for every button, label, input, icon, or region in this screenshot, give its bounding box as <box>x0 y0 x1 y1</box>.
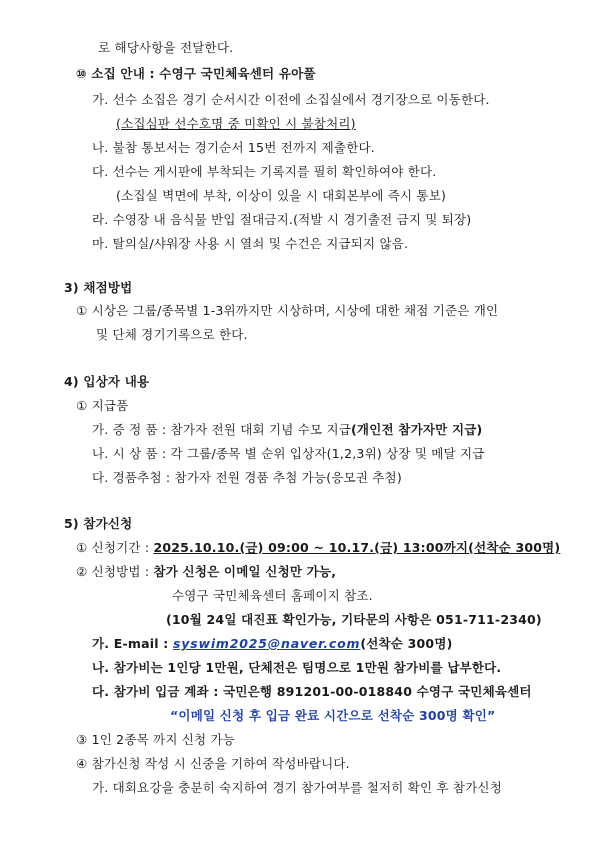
gathering-item-na: 나. 불참 통보서는 경기순서 15번 전까지 제출한다. <box>92 140 375 155</box>
winners-award-row: 나. 시 상 품 : 각 그룹/종목 별 순위 입상자(1,2,3위) 상장 및 메달 지급 <box>92 446 485 461</box>
winners-raffle-row: 다. 경품추첨 : 참가자 전원 경품 추첨 가능(응모권 추첨) <box>92 470 402 485</box>
gathering-item-da: 다. 선수는 게시판에 부착되는 기록지를 필히 확인하여야 한다. <box>92 164 437 179</box>
apply-method-row <box>76 564 336 580</box>
apply-item-4: ④ 참가신청 작성 시 신중을 기하여 작성바랍니다. <box>76 756 350 771</box>
gathering-note: (소집심판 선수호명 중 미확인 시 불참처리) <box>116 116 356 131</box>
scoring-item-1-cont: 및 단체 경기기록으로 한다. <box>96 327 248 342</box>
section-winners-heading: 4) 입상자 내용 <box>64 374 150 389</box>
apply-account-row: 다. 참가비 입금 계좌 : 국민은행 891201-00-018840 수영구 국민체육센터 <box>92 684 532 699</box>
continuation-line: 로 해당사항을 전달한다. <box>98 40 234 55</box>
apply-method-label: ② 신청방법 : <box>76 564 154 579</box>
gathering-item-da-note: (소집실 벽면에 부착, 이상이 있을 시 대회본부에 즉시 통보) <box>116 188 447 203</box>
apply-item-3: ③ 1인 2종목 까지 신청 가능 <box>76 732 236 747</box>
apply-email-note: (선착순 300명) <box>360 636 453 651</box>
section-apply-heading: 5) 참가신청 <box>64 516 133 531</box>
apply-item-4-ga: 가. 대회요강을 충분히 숙지하여 경기 참가여부를 철저히 확인 후 참가신청 <box>92 780 502 795</box>
apply-fee-row: 나. 참가비는 1인당 1만원, 단체전은 팀명으로 1만원 참가비를 납부한다. <box>92 660 502 675</box>
apply-email-link[interactable]: syswim2025@naver.com <box>173 636 361 651</box>
winners-gift-note: (개인전 참가자만 지급) <box>351 422 483 437</box>
apply-method-contact: (10월 24일 대진표 확인가능, 기타문의 사항은 051-711-2340) <box>166 612 542 627</box>
section-scoring-heading: 3) 채점방법 <box>64 280 133 295</box>
apply-method-value: 참가 신청은 이메일 신청만 가능, <box>153 564 337 579</box>
apply-method-homepage: 수영구 국민체육센터 홈페이지 참조. <box>172 588 373 603</box>
winners-item-1: ① 지급품 <box>76 398 129 413</box>
apply-period-value: 2025.10.10.(금) 09:00 ~ 10.17.(금) 13:00까지(선착순 300명) <box>153 540 561 555</box>
gathering-item-ra: 라. 수영장 내 음식물 반입 절대금지.(적발 시 경기출전 금지 및 퇴장) <box>92 212 472 227</box>
gathering-item-ga: 가. 선수 소집은 경기 순서시간 이전에 소집실에서 경기장으로 이동한다. <box>92 92 490 107</box>
apply-email-label: 가. E-mail : <box>92 636 174 651</box>
gathering-guide-heading: ⑩ 소집 안내 : 수영구 국민체육센터 유아풀 <box>76 66 316 81</box>
apply-period-label: ① 신청기간 : <box>76 540 154 555</box>
scoring-item-1: ① 시상은 그룹/종목별 1-3위까지만 시상하며, 시상에 대한 채점 기준은 개인 <box>76 303 499 318</box>
gathering-item-ma: 마. 탈의실/샤워장 사용 시 열쇠 및 수건은 지급되지 않음. <box>92 236 409 251</box>
apply-period-row <box>76 540 560 556</box>
winners-gift-text: 가. 증 정 품 : 참가자 전원 대회 기념 수모 지급 <box>92 422 351 437</box>
winners-gift-row <box>92 422 482 438</box>
apply-email-row <box>92 636 453 652</box>
apply-confirm-note: “이메일 신청 후 입금 완료 시간으로 선착순 300명 확인” <box>170 708 496 723</box>
